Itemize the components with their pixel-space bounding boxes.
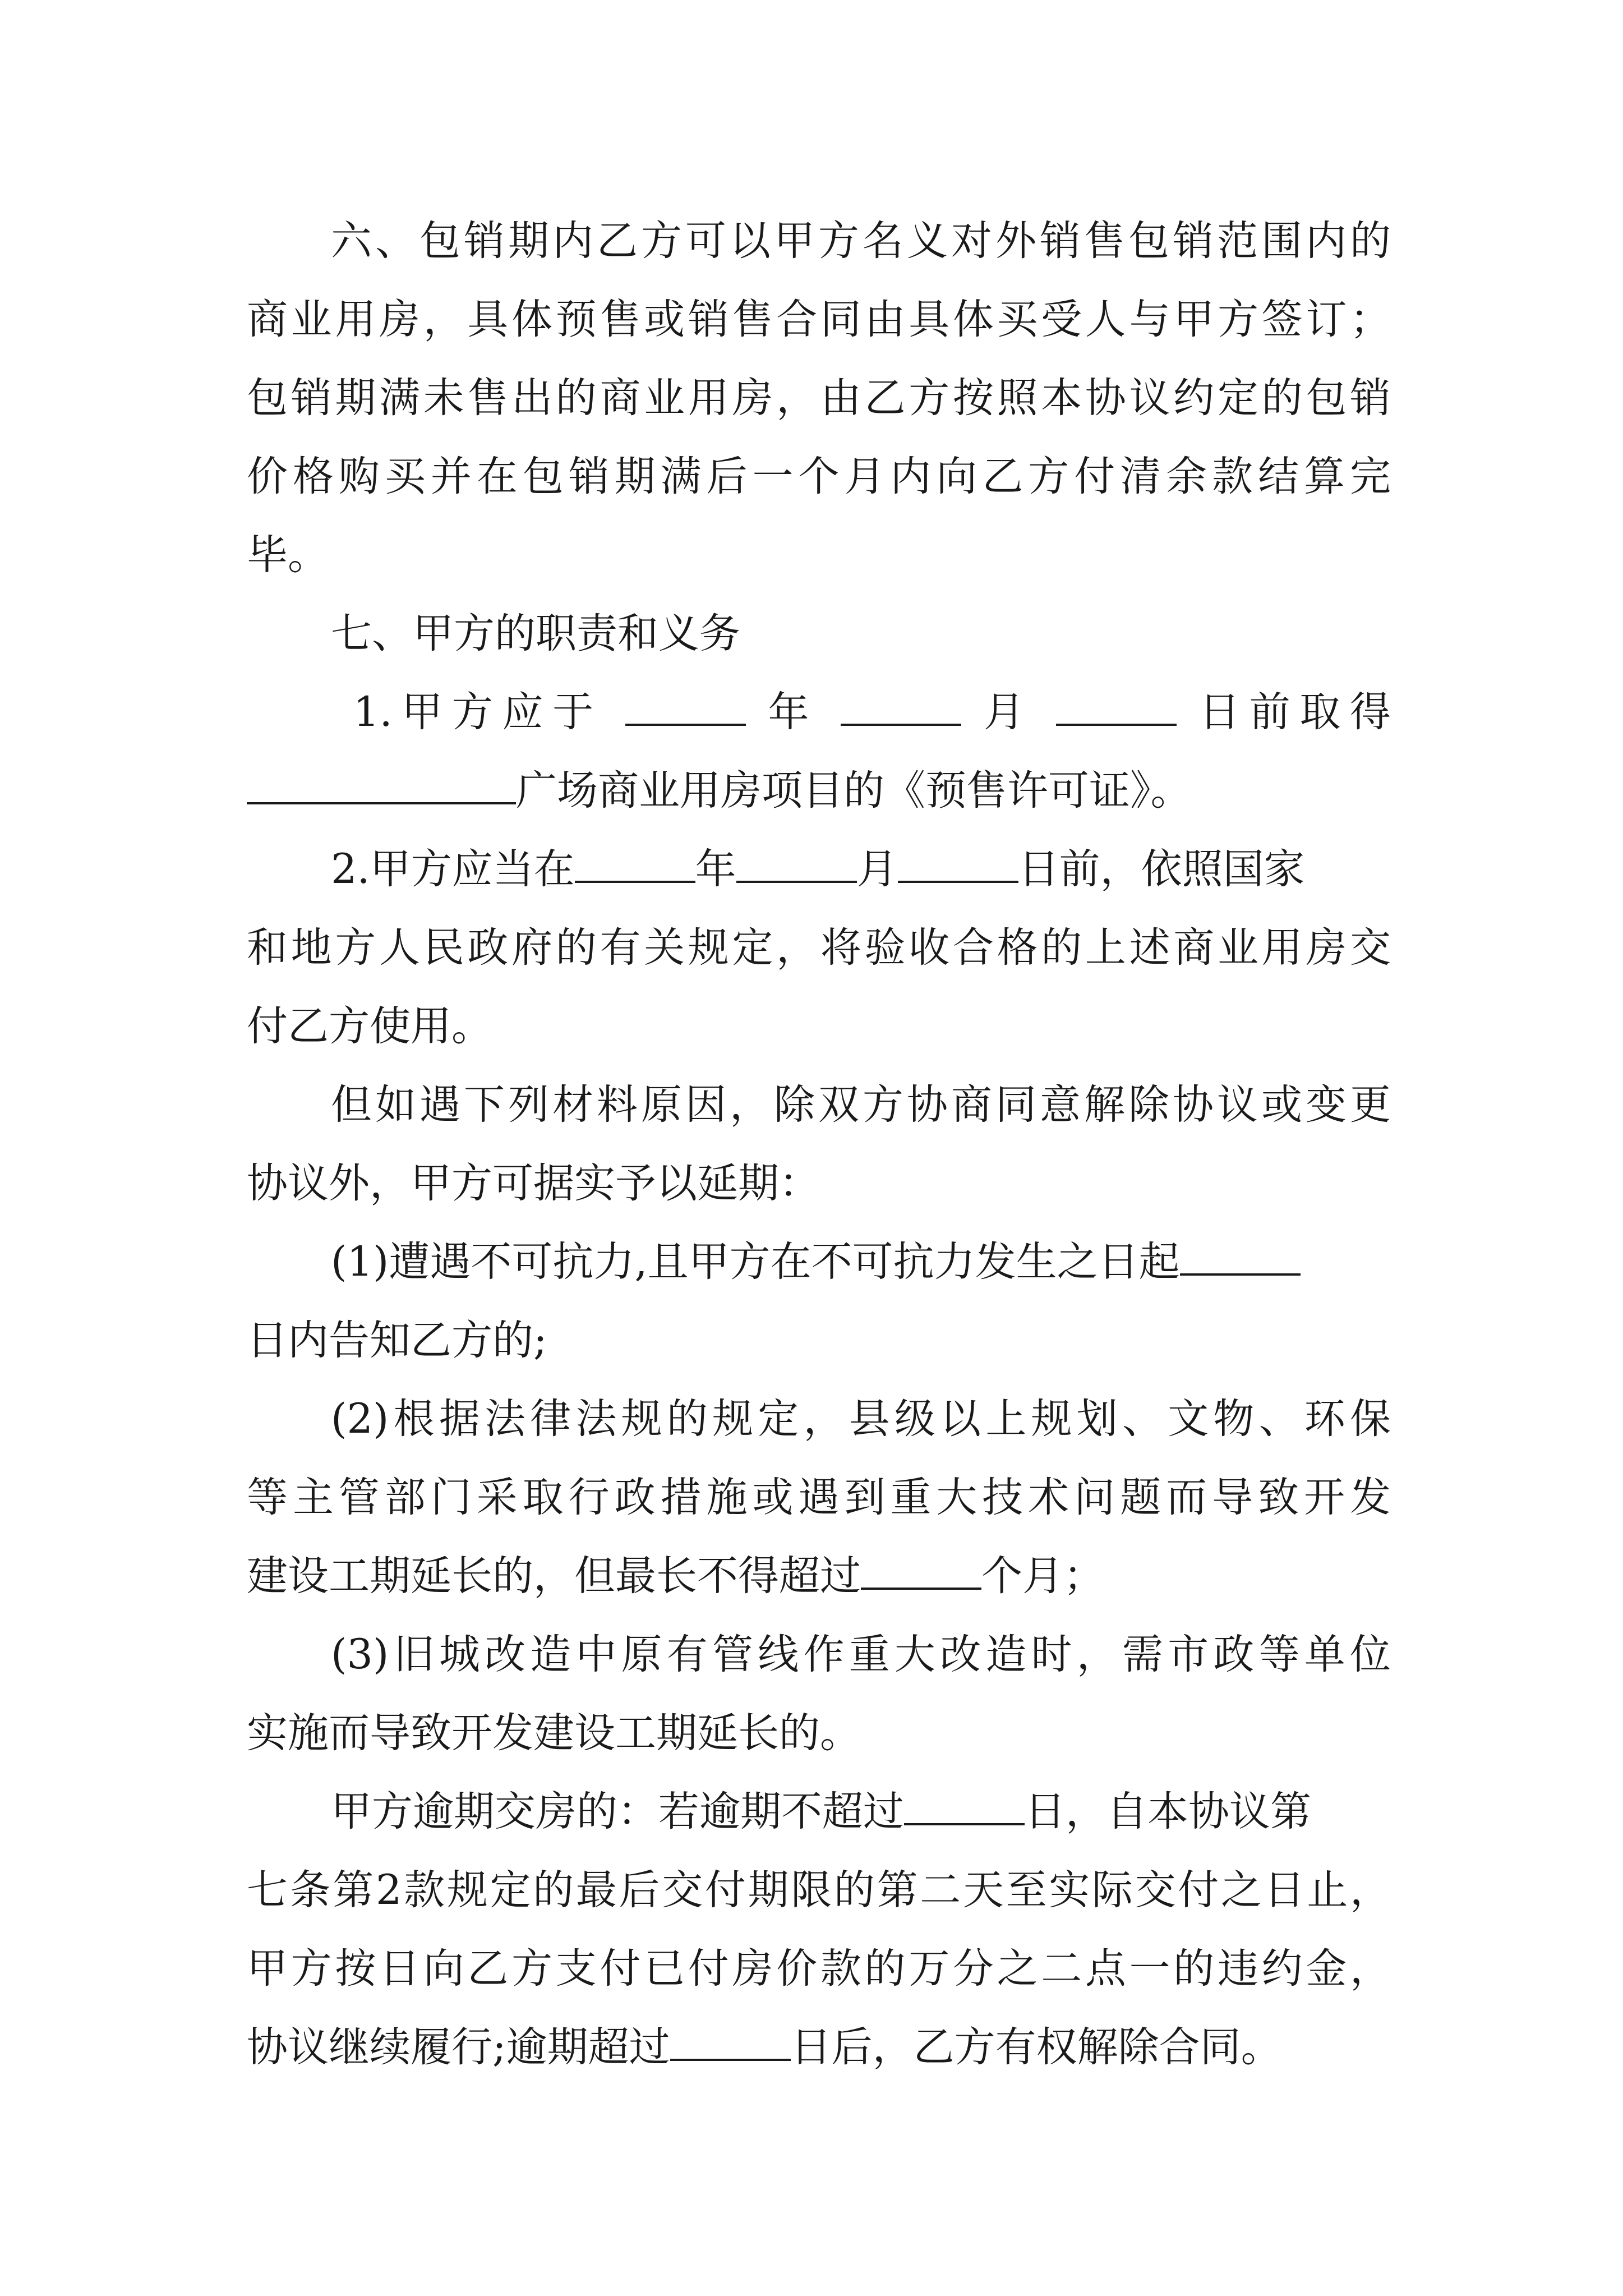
item2-year-blank — [575, 846, 695, 883]
overdue-text-c: 协议继续履行;逾期超过 — [247, 2023, 670, 2071]
item1-day-blank — [1056, 689, 1177, 726]
cond1-line1 — [331, 1223, 1391, 1301]
overdue-line3: 甲方按日向乙方支付已付房价款的万分之二点一的违约金， — [247, 1945, 1391, 1993]
cond1-line2: 日内告知乙方的; — [247, 1317, 547, 1364]
item2-text-a: 2.甲方应当在 — [331, 845, 575, 893]
item1-year-blank — [625, 689, 746, 726]
exception-line1: 但如遇下列材料原因，除双方协商同意解除协议或变更 — [331, 1081, 1391, 1129]
section6-line3: 包销期满未售出的商业用房，由乙方按照本协议约定的包销 — [247, 374, 1391, 422]
cond2-text-b: 个月； — [981, 1552, 1104, 1600]
item2-line3: 付乙方使用。 — [247, 1002, 492, 1050]
cond2-line2: 等主管部门采取行政措施或遇到重大技术问题而导致开发 — [247, 1474, 1391, 1521]
item2-text-b: 年 — [695, 845, 736, 893]
section6-line5: 毕。 — [247, 531, 329, 579]
item1-name-blank — [247, 767, 516, 804]
cond1-days-blank — [1180, 1239, 1301, 1276]
cond2-line1: (2)根据法律法规的规定，县级以上规划、文物、环保 — [331, 1395, 1391, 1443]
section6-line1: 六、包销期内乙方可以甲方名义对外销售包销范围内的 — [331, 217, 1391, 265]
cond2-line3 — [247, 1537, 1391, 1616]
cond3-line2: 实施而导致开发建设工期延长的。 — [247, 1709, 861, 1757]
item2-month-blank — [736, 846, 857, 883]
overdue-text-d: 日后，乙方有权解除合同。 — [790, 2023, 1282, 2071]
overdue-line2: 七条第2款规定的最后交付期限的第二天至实际交付之日止， — [247, 1866, 1391, 1914]
item1-text-a: 1.甲方应于 — [353, 688, 603, 736]
overdue-text-a: 甲方逾期交房的：若逾期不超过 — [331, 1788, 904, 1835]
item1-line2 — [247, 752, 1391, 830]
cond3-line1: (3)旧城改造中原有管线作重大改造时，需市政等单位 — [331, 1631, 1391, 1678]
section6-line4: 价格购买并在包销期满后一个月内向乙方付清余款结算完 — [247, 453, 1391, 500]
item1-text-b: 年 — [768, 688, 819, 736]
exception-line2: 协议外，甲方可据实予以延期： — [247, 1159, 820, 1207]
item1-text-e: 广场商业用房项目的《预售许可证》。 — [516, 767, 1192, 815]
section6-line2: 商业用房，具体预售或销售合同由具体买受人与甲方签订； — [247, 296, 1391, 343]
item2-text-d: 日前，依照国家 — [1018, 845, 1305, 893]
overdue-days2-blank — [670, 2024, 791, 2061]
cond2-text-a: 建设工期延长的，但最长不得超过 — [247, 1552, 861, 1600]
item2-text-c: 月 — [856, 845, 898, 893]
item2-line2: 和地方人民政府的有关规定，将验收合格的上述商业用房交 — [247, 924, 1391, 972]
overdue-line4 — [247, 2008, 1391, 2087]
cond1-text-a: (1)遭遇不可抗力,且甲方在不可抗力发生之日起 — [331, 1238, 1180, 1286]
overdue-days-blank — [904, 1788, 1025, 1825]
item1-text-c: 月 — [983, 688, 1034, 736]
overdue-line1 — [331, 1773, 1391, 1851]
item1-line1 — [353, 673, 1391, 752]
item1-text-d: 日前取得 — [1199, 688, 1391, 736]
item2-line1 — [331, 830, 1391, 909]
item2-day-blank — [898, 846, 1018, 883]
cond2-months-blank — [861, 1553, 981, 1590]
overdue-text-b: 日，自本协议第 — [1025, 1788, 1311, 1835]
section7-heading: 七、甲方的职责和义务 — [331, 610, 740, 657]
item1-month-blank — [841, 689, 961, 726]
